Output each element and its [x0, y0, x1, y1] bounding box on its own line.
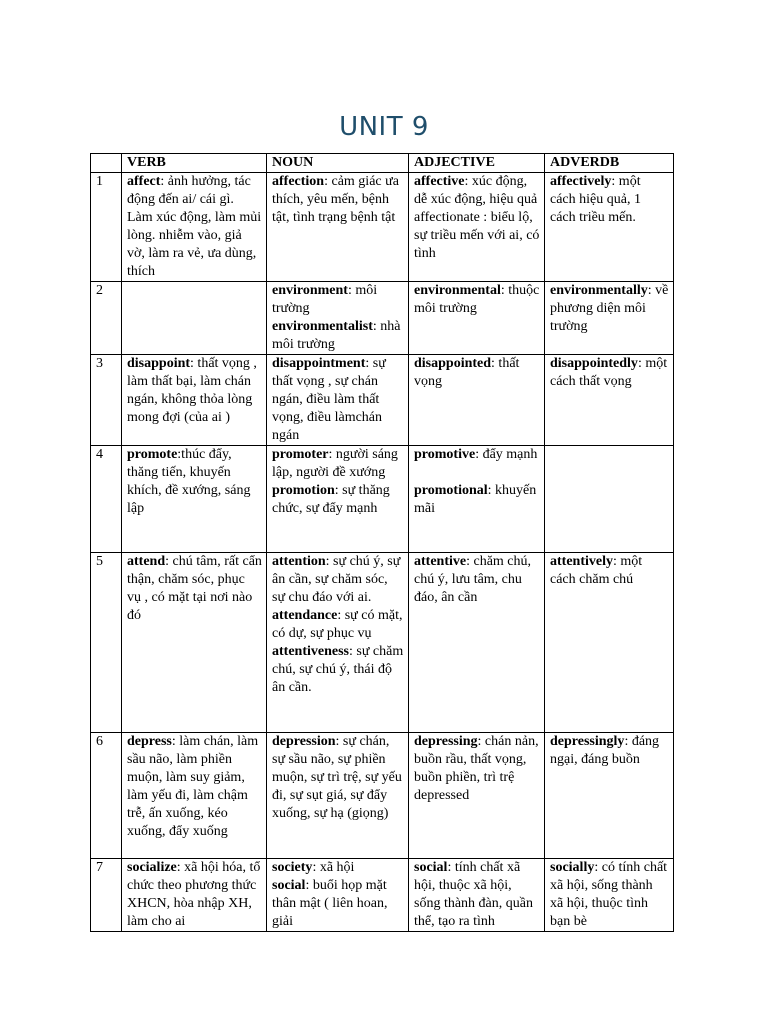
noun-entry: [272, 446, 404, 482]
table-row: [91, 733, 674, 859]
verb-definition: : làm chán, làm sầu não, làm phiền muộn, làm suy giảm, làm yếu đi, làm chậm trễ, ấn xuống, kéo xuống, đẩy xuống: [127, 734, 259, 839]
verb-entry: [127, 355, 262, 427]
noun-entry: [272, 355, 404, 445]
adverb-entry: [550, 282, 669, 336]
row-number: 6: [91, 733, 122, 859]
adjective-term: social: [414, 860, 448, 875]
noun-definition: : người sáng lập, người đề xướng: [272, 447, 398, 480]
verb-entry: [127, 446, 262, 518]
adjective-entry: [414, 859, 540, 931]
noun-entry: [272, 733, 404, 823]
adjective-entry: [414, 209, 540, 263]
noun-term: attendance: [272, 608, 338, 623]
verb-entry: [127, 733, 262, 841]
adjective-term: depressing: [414, 734, 478, 749]
vocabulary-table: [90, 153, 674, 932]
adverb-cell: [545, 355, 674, 446]
header-verb: VERB: [122, 154, 267, 173]
header-adjective: ADJECTIVE: [409, 154, 545, 173]
noun-term: society: [272, 860, 313, 875]
verb-entry: [127, 553, 262, 625]
noun-cell: [267, 733, 409, 859]
adjective-entry: [414, 553, 540, 607]
noun-term: attentiveness: [272, 644, 349, 659]
verb-definition: :thúc đẩy, thăng tiến, khuyến khích, đề xướng, sáng lập: [127, 447, 251, 516]
adjective-entry: [414, 464, 540, 482]
noun-entry: [272, 282, 404, 318]
verb-cell: [122, 733, 267, 859]
noun-definition: : sự chăm chú, sự chú ý, thái độ ân cần.: [272, 644, 404, 695]
noun-definition: : sự chú ý, sự ân cần, sự chăm sóc, sự chu đáo với ai.: [272, 554, 401, 605]
verb-cell: [122, 282, 267, 355]
adjective-definition: : đẩy mạnh: [475, 447, 538, 462]
adjective-term: affective: [414, 174, 465, 189]
adjective-cell: [409, 859, 545, 932]
noun-entry: [272, 553, 404, 607]
header-noun: NOUN: [267, 154, 409, 173]
table-row: [91, 553, 674, 733]
adverb-entry: [550, 733, 669, 769]
adjective-entry: [414, 733, 540, 787]
row-number: 5: [91, 553, 122, 733]
adjective-cell: [409, 282, 545, 355]
row-number: 1: [91, 173, 122, 282]
adjective-cell: [409, 173, 545, 282]
table-row: [91, 355, 674, 446]
noun-term: promoter: [272, 447, 329, 462]
noun-definition: : sự thăng chức, sự đẩy mạnh: [272, 483, 390, 516]
adjective-cell: [409, 446, 545, 553]
noun-entry: [272, 643, 404, 697]
noun-definition: : sự chán, sự sầu não, sự phiền muộn, sự trì trệ, sự yếu đi, sự sụt giá, sự đẩy xuống, sự hạ (giọng): [272, 734, 402, 821]
noun-entry: [272, 173, 404, 227]
adverb-term: disappointedly: [550, 356, 638, 371]
noun-entry: [272, 607, 404, 643]
row-number: 2: [91, 282, 122, 355]
adjective-term: environmental: [414, 283, 501, 298]
table-row: [91, 282, 674, 355]
verb-cell: [122, 355, 267, 446]
noun-term: depression: [272, 734, 336, 749]
noun-definition: : cảm giác ưa thích, yêu mến, bệnh tật, tình trạng bệnh tật: [272, 174, 399, 225]
adjective-term: attentive: [414, 554, 467, 569]
verb-term: affect: [127, 174, 161, 189]
table-row: [91, 446, 674, 553]
header-adverb: ADVERDB: [545, 154, 674, 173]
noun-cell: [267, 859, 409, 932]
adjective-cell: [409, 553, 545, 733]
noun-definition: : sự có mặt, có dự, sự phục vụ: [272, 608, 403, 641]
noun-definition: : buổi họp mặt thân mật ( liên hoan, giải: [272, 878, 388, 929]
verb-definition: : thất vọng , làm thất bại, làm chán ngán, không thỏa lòng mong đợi (của ai ): [127, 356, 257, 425]
adjective-cell: [409, 733, 545, 859]
adjective-definition: : tính chất xã hội, thuộc xã hội, sống thành đàn, quần thể, tạo ra tình: [414, 860, 533, 929]
adjective-definition: : chăm chú, chú ý, lưu tâm, chu đáo, ân cần: [414, 554, 532, 605]
noun-cell: [267, 282, 409, 355]
adverb-entry: [550, 553, 669, 589]
noun-term: environmentalist: [272, 319, 373, 334]
verb-definition: : chú tâm, rất cẩn thận, chăm sóc, phục vụ , có mặt tại nơi nào đó: [127, 554, 262, 623]
noun-definition: : sự thất vọng , sự chán ngán, điều làm thất vọng, điều làmchán ngán: [272, 356, 386, 443]
header-row: [91, 154, 674, 173]
adjective-term: promotional: [414, 483, 488, 498]
noun-term: disappointment: [272, 356, 366, 371]
adverb-term: depressingly: [550, 734, 625, 749]
adjective-definition: : khuyến mãi: [414, 483, 537, 516]
adjective-cell: [409, 355, 545, 446]
adjective-entry: [414, 282, 540, 318]
adverb-cell: [545, 173, 674, 282]
noun-cell: [267, 355, 409, 446]
noun-entry: [272, 318, 404, 354]
adverb-entry: [550, 355, 669, 391]
adverb-cell: [545, 446, 674, 553]
adverb-cell: [545, 733, 674, 859]
verb-cell: [122, 553, 267, 733]
adverb-term: environmentally: [550, 283, 648, 298]
adverb-definition: : một cách hiệu quả, 1 cách triều mến.: [550, 174, 641, 225]
noun-definition: : nhà môi trường: [272, 319, 401, 352]
adverb-cell: [545, 859, 674, 932]
table-body: [91, 173, 674, 932]
noun-entry: [272, 877, 404, 931]
adverb-term: attentively: [550, 554, 613, 569]
noun-term: environment: [272, 283, 348, 298]
page-title: UNIT 9: [339, 112, 429, 142]
verb-term: promote: [127, 447, 178, 462]
noun-entry: [272, 482, 404, 518]
adverb-term: affectively: [550, 174, 612, 189]
adjective-term: disappointed: [414, 356, 492, 371]
row-number: 7: [91, 859, 122, 932]
verb-cell: [122, 173, 267, 282]
noun-cell: [267, 446, 409, 553]
verb-term: attend: [127, 554, 166, 569]
adverb-definition: : về phương diện môi trường: [550, 283, 669, 334]
adjective-entry: [414, 482, 540, 518]
noun-definition: : môi trường: [272, 283, 378, 316]
adjective-definition: affectionate : biểu lộ, sự triều mến với ai, có tình: [414, 210, 540, 261]
noun-term: promotion: [272, 483, 335, 498]
verb-entry: [127, 173, 262, 281]
adjective-definition: : thất vọng: [414, 356, 520, 389]
noun-term: attention: [272, 554, 326, 569]
verb-cell: [122, 859, 267, 932]
adjective-definition: : thuộc môi trường: [414, 283, 540, 316]
noun-definition: : xã hội: [312, 860, 355, 875]
adjective-definition: : chán nản, buồn rầu, thất vọng, buồn phiền, trì trệ: [414, 734, 539, 785]
adjective-entry: [414, 446, 540, 464]
noun-cell: [267, 553, 409, 733]
adverb-definition: : một cách thất vọng: [550, 356, 668, 389]
adverb-cell: [545, 553, 674, 733]
verb-entry: [127, 859, 262, 931]
row-number: 3: [91, 355, 122, 446]
table-row: [91, 859, 674, 932]
adverb-entry: [550, 173, 669, 227]
adverb-definition: : đáng ngại, đáng buồn: [550, 734, 660, 767]
header-number: [91, 154, 122, 173]
adverb-definition: : có tính chất xã hội, sống thành xã hội, thuộc tình bạn bè: [550, 860, 668, 929]
verb-cell: [122, 446, 267, 553]
verb-definition: : xã hội hóa, tổ chức theo phương thức XHCN, hòa nhập XH, làm cho ai: [127, 860, 261, 929]
adjective-definition: : xúc động, dễ xúc động, hiệu quả: [414, 174, 538, 207]
adverb-term: socially: [550, 860, 595, 875]
adjective-entry: [414, 355, 540, 391]
adverb-entry: [550, 859, 669, 931]
adjective-entry: [414, 787, 540, 805]
adverb-cell: [545, 282, 674, 355]
adjective-definition: depressed: [414, 788, 470, 803]
noun-cell: [267, 173, 409, 282]
verb-term: depress: [127, 734, 172, 749]
row-number: 4: [91, 446, 122, 553]
table-row: [91, 173, 674, 282]
verb-definition: : ảnh hưởng, tác động đến ai/ cái gì. Làm xúc động, làm mủi lòng. nhiễm vào, giả vờ, làm ra vẻ, ưa dùng, thích: [127, 174, 262, 279]
verb-term: disappoint: [127, 356, 191, 371]
adjective-term: promotive: [414, 447, 476, 462]
adverb-definition: : một cách chăm chú: [550, 554, 643, 587]
noun-term: social: [272, 878, 306, 893]
noun-entry: [272, 859, 404, 877]
verb-term: socialize: [127, 860, 177, 875]
adjective-entry: [414, 173, 540, 209]
noun-term: affection: [272, 174, 325, 189]
